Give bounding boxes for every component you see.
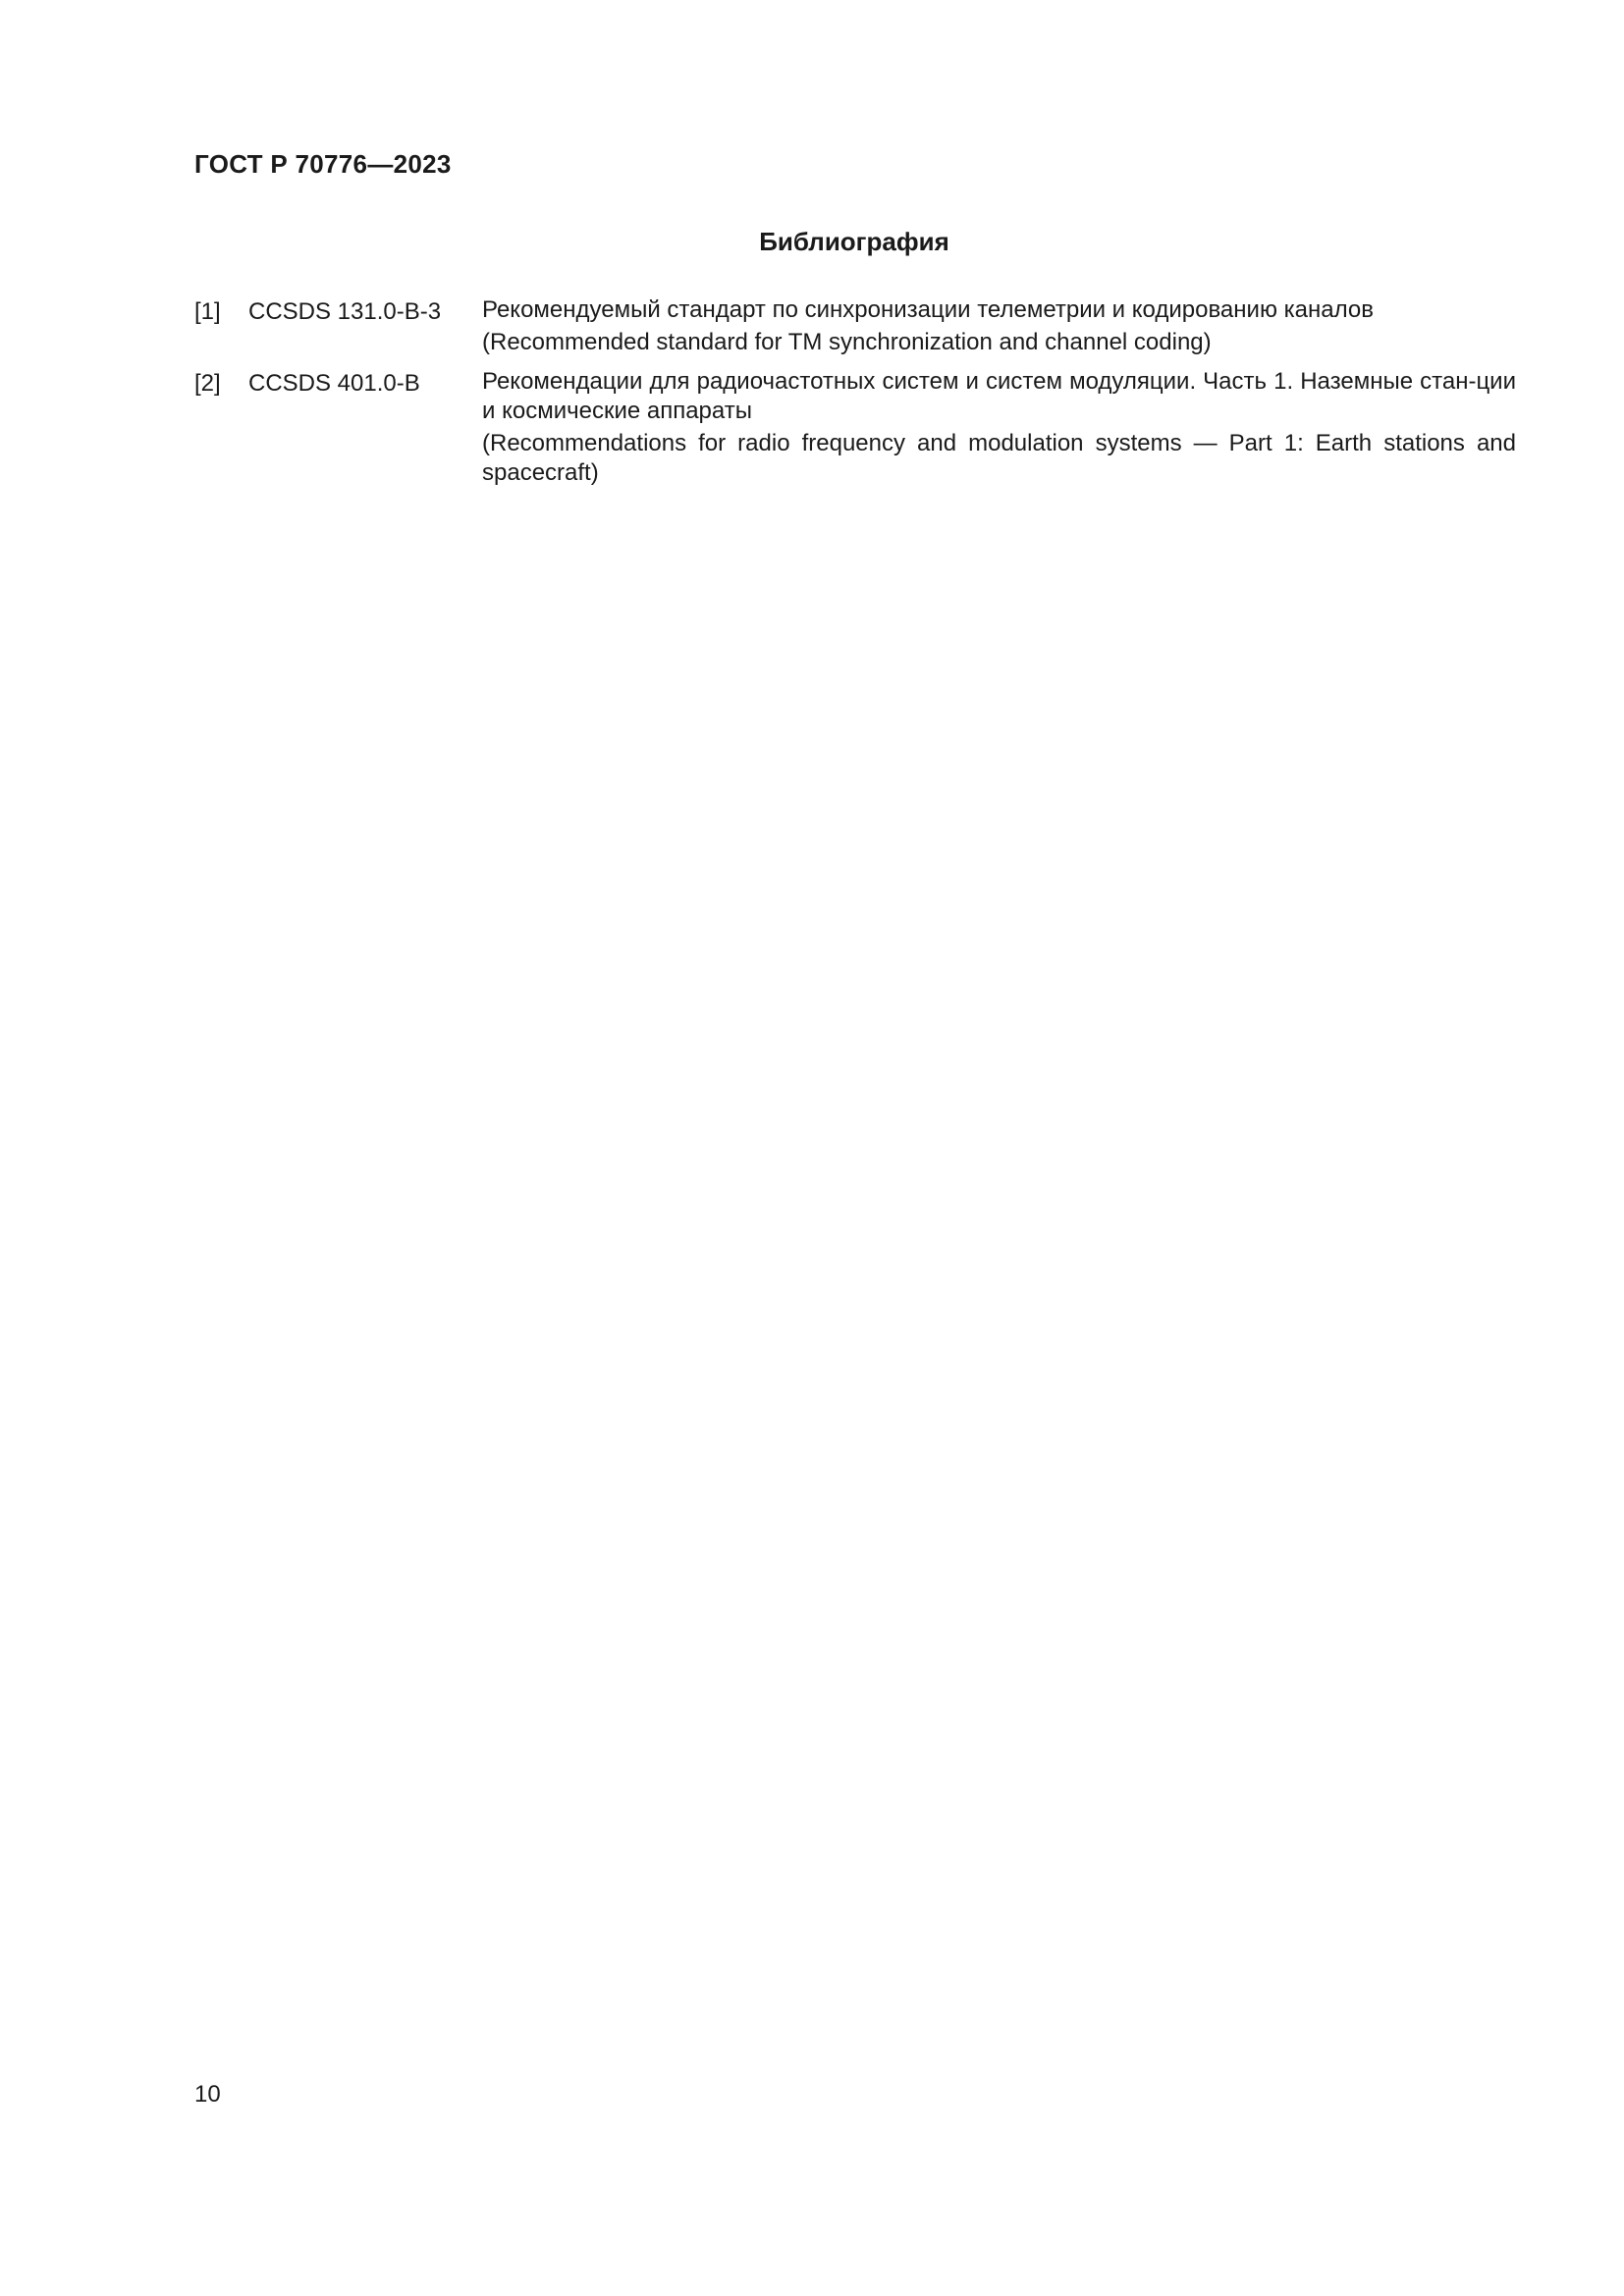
page-number: 10 xyxy=(194,2081,221,2108)
entry-standard-code: CCSDS 401.0-B xyxy=(248,370,420,397)
bibliography-entry-1 xyxy=(194,295,1516,357)
entry-body xyxy=(482,295,1516,357)
entry-title-ru: Рекомендуемый стандарт по синхронизации телеметрии и кодированию каналов xyxy=(482,296,1374,323)
document-code: ГОСТ Р 70776—2023 xyxy=(194,149,452,179)
bibliography-entry-2 xyxy=(194,367,1516,488)
entry-number: [2] xyxy=(194,370,221,397)
entry-title-en: (Recommended standard for TM synchronization and channel coding) xyxy=(482,329,1212,355)
entry-body xyxy=(482,367,1516,488)
entry-title-en: (Recommendations for radio frequency and modulation systems — Part 1: Earth stations and spacecraft) xyxy=(482,430,1516,486)
bibliography-list xyxy=(194,295,1516,498)
entry-standard-code: CCSDS 131.0-B-3 xyxy=(248,298,442,325)
entry-title-ru: Рекомендации для радиочастотных систем и систем модуляции. Часть 1. Наземные стан-ции и космические аппараты xyxy=(482,368,1516,424)
section-title: Библиография xyxy=(759,227,949,256)
entry-number: [1] xyxy=(194,298,221,325)
